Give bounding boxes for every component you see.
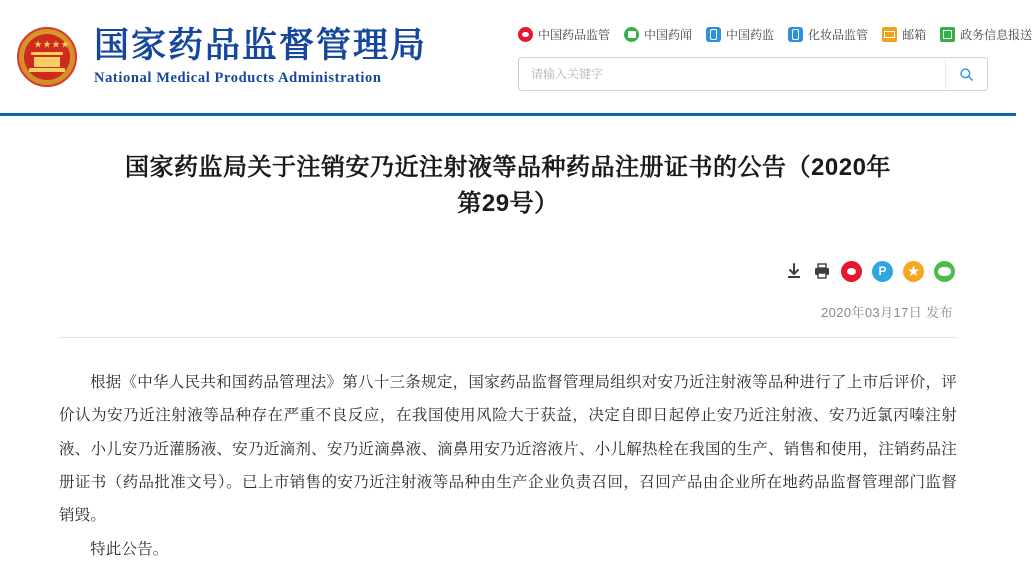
quick-links [518,26,1032,43]
emblem-gate-top [31,52,63,55]
quick-link-label: 邮箱 [902,28,927,42]
header-right [518,22,1032,91]
emblem-gate-body [34,57,60,67]
header-inner [0,0,1032,113]
quick-link-mail[interactable] [882,26,926,43]
search-button[interactable] [945,59,987,89]
cosmetics-app-icon [788,27,803,42]
search-input[interactable] [519,59,945,89]
mobile-app-icon [706,27,721,42]
news-icon [624,27,639,42]
article-body [59,366,957,566]
quick-link-label: 政务信息报送 [960,28,1032,42]
emblem-stars: ★★★★ [34,39,70,49]
weibo-icon [518,27,533,42]
publish-date: 2020年03月17日 发布 [820,305,953,320]
share-wechat-icon[interactable] [934,261,955,282]
article-paragraph: 根据《中华人民共和国药品管理法》第八十三条规定，国家药品监督管理局组织对安乃近注射液等品种进行了上市后评价，评价认为安乃近注射液等品种存在严重不良反应，在我国使用风险大于获益，决定自即日起停止安乃近注射液、安乃近氯丙嗪注射液、小儿安乃近灌肠液、安乃近滴剂、安乃近滴鼻液、滴鼻用安乃近溶液片、小儿解热栓在我国的生产、销售和使用，注销药品注册证书（药品批准文号）。已上市销售的安乃近注射液等品种由生产企业负责召回，召回产品由企业所在地药品监督管理部门监督销毁。 [59,374,957,525]
site-brand[interactable] [10,26,427,88]
quick-link-mobile-app[interactable] [706,26,774,43]
emblem-gate-base [29,68,65,72]
share-qzone-icon[interactable] [872,261,893,282]
site-header [0,0,1032,116]
quick-link-label: 中国药品监管 [538,28,611,42]
quick-link-cosmetics[interactable] [788,26,868,43]
article-paragraph: 特此公告。 [90,540,169,558]
search-box [518,57,988,91]
quick-link-label: 化妆品监管 [808,28,869,42]
article-content [59,116,957,566]
quick-link-report[interactable] [940,26,1032,43]
page-title: 国家药监局关于注销安乃近注射液等品种药品注册证书的公告（2020年 第29号） [125,154,891,217]
download-icon[interactable] [785,262,803,280]
brand-text [94,25,428,86]
mail-icon [882,27,897,42]
share-qq-icon[interactable] [903,261,924,282]
article-toolbar [59,260,957,282]
quick-link-label: 中国药闻 [644,28,693,42]
brand-name-en: National Medical Products Administration [94,69,382,86]
brand-name-cn: 国家药品监督管理局 [94,25,428,65]
quick-link-label: 中国药监 [726,28,775,42]
national-emblem-icon [16,26,78,88]
quick-link-weibo[interactable] [518,26,610,43]
search-icon [959,67,974,82]
quick-link-news[interactable] [624,26,692,43]
print-icon[interactable] [813,262,831,280]
content-divider [59,337,957,338]
share-weibo-icon[interactable] [841,261,862,282]
report-icon [940,27,955,42]
